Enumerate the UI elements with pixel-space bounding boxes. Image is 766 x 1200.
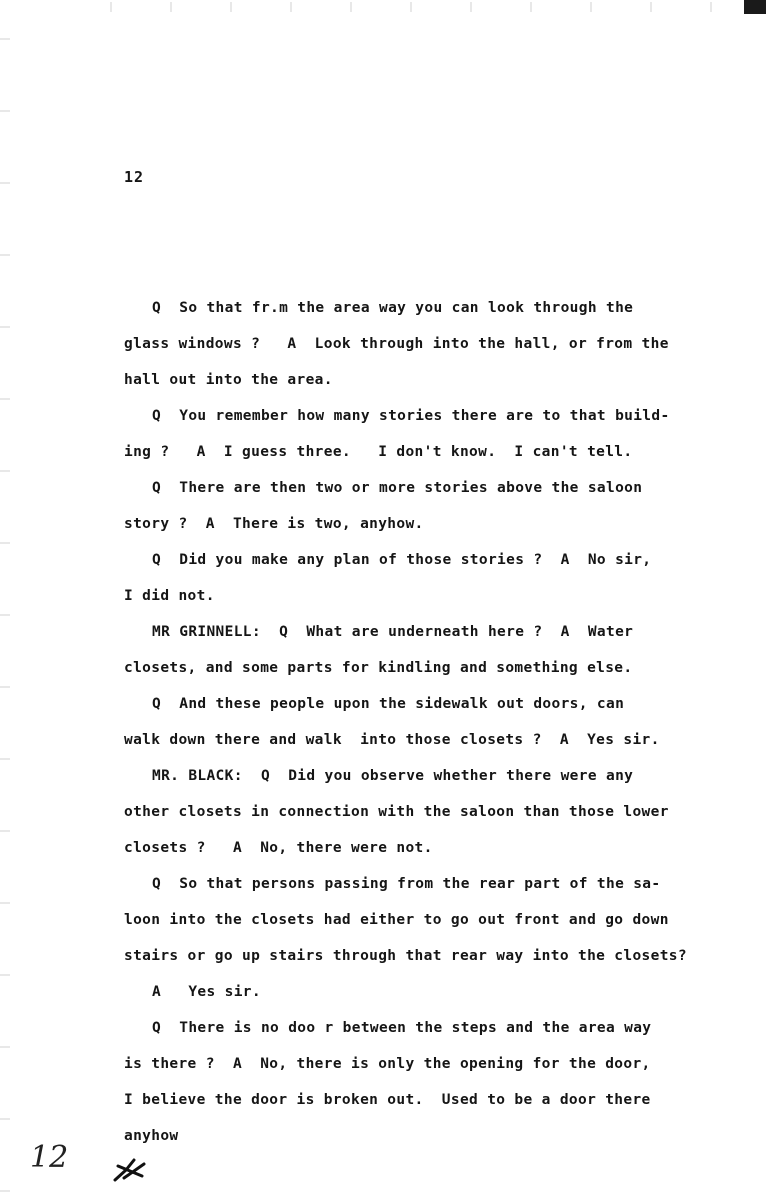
transcript-line: anyhow bbox=[124, 1128, 179, 1144]
transcript-line: stairs or go up stairs through that rear way into the closets? bbox=[124, 948, 687, 964]
transcript-body bbox=[124, 294, 724, 1158]
scan-edge-noise bbox=[0, 0, 10, 1200]
transcript-line: closets, and some parts for kindling and something else. bbox=[124, 660, 633, 676]
transcript-line: A Yes sir. bbox=[152, 984, 261, 1000]
transcript-line: closets ? A No, there were not. bbox=[124, 840, 433, 856]
transcript-line: MR GRINNELL: Q What are underneath here ? A Water bbox=[152, 624, 634, 640]
transcript-line: Q There are then two or more stories above the saloon bbox=[152, 480, 643, 496]
transcript-line: Q Did you make any plan of those stories ? A No sir, bbox=[152, 552, 652, 568]
transcript-line: ing ? A I guess three. I don't know. I can't tell. bbox=[124, 444, 633, 460]
scan-corner-mark bbox=[744, 0, 766, 14]
transcript-line: loon into the closets had either to go out front and go down bbox=[124, 912, 669, 928]
transcript-line: other closets in connection with the saloon than those lower bbox=[124, 804, 669, 820]
handwritten-page-number: 12 bbox=[30, 1140, 69, 1175]
transcript-line: Q And these people upon the sidewalk out doors, can bbox=[152, 696, 625, 712]
transcript-line: I believe the door is broken out. Used to be a door there bbox=[124, 1092, 651, 1108]
transcript-line: glass windows ? A Look through into the hall, or from the bbox=[124, 336, 669, 352]
transcript-line: Q So that fr.m the area way you can look through the bbox=[152, 300, 634, 316]
transcript-line: story ? A There is two, anyhow. bbox=[124, 516, 424, 532]
transcript-line: Q So that persons passing from the rear part of the sa- bbox=[152, 876, 661, 892]
handwritten-check-mark bbox=[112, 1156, 148, 1184]
transcript-line: is there ? A No, there is only the opening for the door, bbox=[124, 1056, 651, 1072]
transcript-line: I did not. bbox=[124, 588, 215, 604]
transcript-line: MR. BLACK: Q Did you observe whether there were any bbox=[152, 768, 634, 784]
transcript-line: Q You remember how many stories there are to that build- bbox=[152, 408, 670, 424]
transcript-line: walk down there and walk into those closets ? A Yes sir. bbox=[124, 732, 660, 748]
transcript-line: Q There is no doo r between the steps and the area way bbox=[152, 1020, 652, 1036]
page-number: 12 bbox=[124, 168, 145, 186]
scan-top-noise bbox=[80, 2, 720, 12]
transcript-line: hall out into the area. bbox=[124, 372, 333, 388]
